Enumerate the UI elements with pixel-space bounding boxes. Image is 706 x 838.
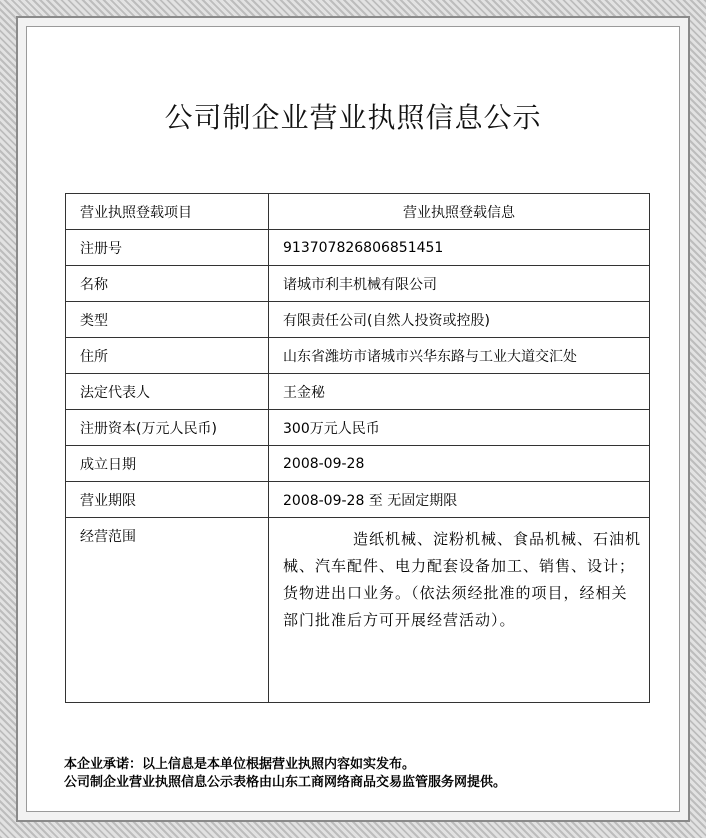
row-value-business-term: 2008-09-28 至 无固定期限 <box>269 482 650 518</box>
license-info-table <box>65 193 650 703</box>
table-row <box>66 374 650 410</box>
row-label-name: 名称 <box>66 266 269 302</box>
row-label-establishment-date: 成立日期 <box>66 446 269 482</box>
document-title: 公司制企业营业执照信息公示 <box>164 101 542 134</box>
row-label-business-term: 营业期限 <box>66 482 269 518</box>
table-row <box>66 230 650 266</box>
table-row <box>66 302 650 338</box>
table-row <box>66 338 650 374</box>
footer-notes <box>64 756 684 792</box>
row-label-registration-number: 注册号 <box>66 230 269 266</box>
row-value-registration-number: 913707826806851451 <box>269 230 650 266</box>
row-label-type: 类型 <box>66 302 269 338</box>
row-value-business-scope <box>269 518 650 703</box>
table-row-business-scope <box>66 518 650 703</box>
table-row <box>66 266 650 302</box>
row-value-name: 诸城市利丰机械有限公司 <box>269 266 650 302</box>
row-value-type: 有限责任公司(自然人投资或控股) <box>269 302 650 338</box>
row-value-establishment-date: 2008-09-28 <box>269 446 650 482</box>
table-row <box>66 410 650 446</box>
business-scope-text: 造纸机械、淀粉机械、食品机械、石油机械、汽车配件、电力配套设备加工、销售、设计；货物进出口业务。（依法须经批准的项目，经相关部门批准后方可开展经营活动）。 <box>283 530 642 629</box>
table-row <box>66 446 650 482</box>
footer-provider: 公司制企业营业执照信息公示表格由山东工商网络商品交易监管服务网提供。 <box>64 775 507 790</box>
footer-commitment: 本企业承诺：以上信息是本单位根据营业执照内容如实发布。 <box>64 757 416 772</box>
row-value-address: 山东省潍坊市诸城市兴华东路与工业大道交汇处 <box>269 338 650 374</box>
table-row <box>66 482 650 518</box>
row-value-registered-capital: 300万元人民币 <box>269 410 650 446</box>
table-header-row <box>66 194 650 230</box>
row-label-legal-representative: 法定代表人 <box>66 374 269 410</box>
row-value-legal-representative: 王金秘 <box>269 374 650 410</box>
row-label-registered-capital: 注册资本(万元人民币) <box>66 410 269 446</box>
row-label-business-scope: 经营范围 <box>66 518 269 703</box>
row-label-address: 住所 <box>66 338 269 374</box>
header-item-column: 营业执照登载项目 <box>66 194 269 230</box>
header-info-column: 营业执照登载信息 <box>269 194 650 230</box>
